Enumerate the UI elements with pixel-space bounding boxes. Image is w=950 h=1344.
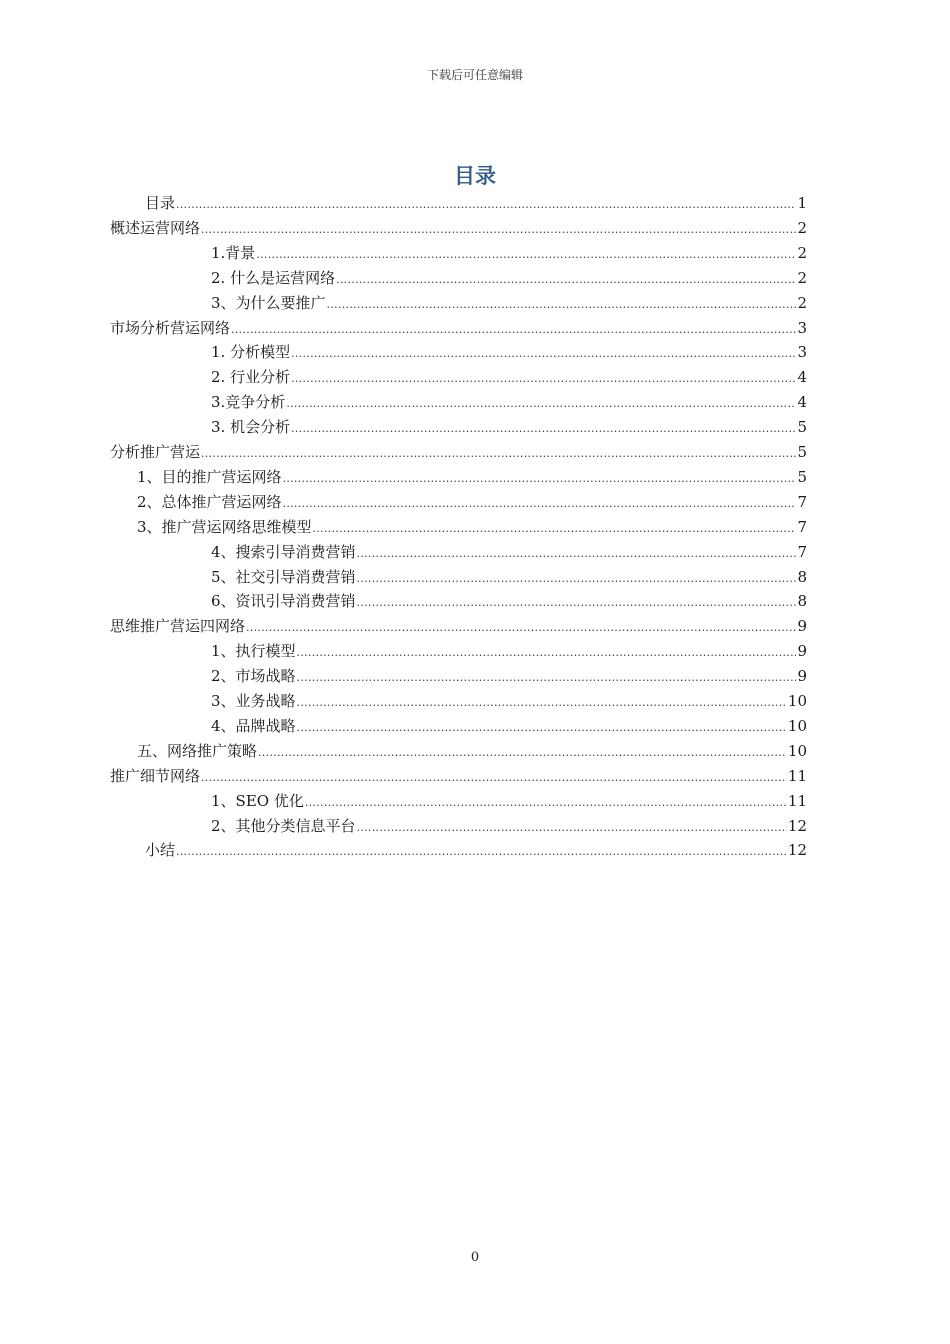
toc-entry[interactable]	[145, 191, 807, 216]
toc-entry-label: 4、品牌战略	[211, 716, 296, 735]
toc-dot-leader	[291, 416, 796, 441]
toc-entry-page: 1	[797, 194, 807, 212]
toc-entry[interactable]	[211, 241, 807, 266]
toc-dot-leader	[258, 740, 787, 765]
toc-dot-leader	[297, 715, 787, 740]
toc-entry-page: 2	[797, 243, 807, 262]
toc-entry[interactable]	[211, 565, 807, 590]
toc-dot-leader	[357, 541, 797, 566]
toc-entry-label: 3、为什么要推广	[211, 293, 326, 312]
toc-entry-page: 12	[787, 841, 807, 860]
toc-entry-page: 10	[787, 692, 807, 710]
toc-entry-page: 11	[787, 766, 807, 785]
toc-dot-leader	[176, 839, 787, 864]
toc-entry-label: 分析推广营运	[110, 443, 201, 461]
toc-entry[interactable]	[211, 390, 807, 415]
toc-entry-page: 8	[797, 592, 807, 611]
toc-entry-label: 4、搜索引导消费营销	[211, 542, 356, 561]
toc-entry[interactable]	[211, 689, 807, 714]
toc-entry[interactable]	[137, 739, 807, 764]
toc-dot-leader	[283, 491, 797, 516]
toc-dot-leader	[201, 441, 796, 466]
toc-dot-leader	[201, 217, 796, 242]
toc-dot-leader	[336, 267, 796, 292]
toc-entry-page: 9	[797, 642, 807, 661]
toc-entry[interactable]	[110, 440, 807, 465]
toc-dot-leader	[327, 292, 797, 317]
toc-entry-page: 2	[797, 268, 807, 287]
toc-entry-label: 2、其他分类信息平台	[211, 816, 356, 835]
toc-entry-label: 1.背景	[211, 243, 256, 262]
toc-entry-page: 9	[797, 667, 807, 686]
toc-dot-leader	[283, 466, 797, 491]
toc-entry-label: 5、社交引导消费营销	[211, 567, 356, 586]
toc-entry-page: 5	[797, 418, 807, 437]
toc-entry-label: 3、推广营运网络思维模型	[137, 517, 312, 536]
toc-entry-label: 1、目的推广营运网络	[137, 467, 282, 486]
toc-dot-leader	[291, 341, 796, 366]
toc-entry-page: 12	[787, 816, 807, 835]
toc-entry-label: 五、网络推广策略	[137, 741, 258, 760]
toc-entry-page: 7	[797, 492, 807, 511]
toc-entry-page: 5	[797, 467, 807, 486]
page-header: 下载后可任意编辑	[426, 68, 523, 82]
toc-dot-leader	[357, 815, 787, 840]
toc-entry-page: 3	[797, 343, 807, 362]
toc-dot-leader	[176, 192, 796, 217]
toc-entry-label: 目录	[145, 194, 176, 212]
toc-entry[interactable]	[145, 838, 807, 863]
toc-dot-leader	[291, 366, 796, 391]
toc-entry-page: 4	[797, 368, 807, 387]
toc-entry[interactable]	[137, 490, 807, 515]
toc-entry-label: 1. 分析模型	[211, 343, 291, 362]
toc-entry-label: 概述运营网络	[110, 218, 201, 237]
toc-entry-page: 10	[787, 741, 807, 760]
toc-dot-leader	[305, 790, 787, 815]
toc-entry-label: 2. 行业分析	[211, 368, 291, 387]
toc-entry-page: 10	[787, 716, 807, 735]
toc-entry-label: 2. 什么是运营网络	[211, 268, 336, 287]
toc-entry-label: 小结	[145, 841, 176, 860]
toc-entry[interactable]	[211, 266, 807, 291]
toc-entry[interactable]	[137, 515, 807, 540]
toc-entry[interactable]	[211, 664, 807, 689]
toc-entry-page: 5	[797, 443, 807, 461]
toc-entry[interactable]	[137, 465, 807, 490]
toc-entry[interactable]	[211, 789, 807, 814]
toc-dot-leader	[246, 615, 796, 640]
toc-dot-leader	[256, 242, 796, 267]
toc-entry-label: 2、市场战略	[211, 667, 296, 686]
toc-dot-leader	[297, 640, 797, 665]
toc-entry[interactable]	[211, 365, 807, 390]
toc-entry[interactable]	[110, 614, 807, 639]
toc-entry[interactable]	[211, 814, 807, 839]
toc-entry-label: 市场分析营运网络	[110, 318, 231, 337]
toc-entry[interactable]	[211, 540, 807, 565]
toc-entry-label: 思维推广营运四网络	[110, 617, 246, 636]
toc-entry-page: 4	[797, 393, 807, 412]
toc-entry-label: 3、业务战略	[211, 692, 296, 710]
toc-entry-page: 3	[797, 318, 807, 337]
toc-entry[interactable]	[211, 589, 807, 614]
toc-entry[interactable]	[110, 316, 807, 341]
toc-entry-page: 9	[797, 617, 807, 636]
toc-entry-page: 2	[797, 293, 807, 312]
toc-entry-label: 1、SEO 优化	[211, 791, 304, 810]
toc-dot-leader	[201, 765, 787, 790]
toc-entry[interactable]	[211, 639, 807, 664]
toc-entry[interactable]	[211, 291, 807, 316]
toc-entry-label: 3. 机会分析	[211, 418, 291, 437]
toc-dot-leader	[357, 566, 797, 591]
toc-entry-label: 3.竞争分析	[211, 393, 286, 412]
toc-dot-leader	[297, 690, 787, 715]
toc-title: 目录	[454, 164, 496, 188]
toc-entry-page: 2	[797, 218, 807, 237]
toc-entry[interactable]	[211, 415, 807, 440]
toc-entry-label: 推广细节网络	[110, 766, 201, 785]
toc-entry[interactable]	[211, 340, 807, 365]
toc-entry[interactable]	[110, 216, 807, 241]
toc-entry-page: 7	[797, 542, 807, 561]
toc-entry-page: 11	[787, 791, 807, 810]
toc-dot-leader	[286, 391, 796, 416]
page-number: 0	[470, 1250, 480, 1265]
toc-entry-page: 7	[797, 517, 807, 536]
toc-entry-label: 6、资讯引导消费营销	[211, 592, 356, 611]
toc-entry-page: 8	[797, 567, 807, 586]
toc-dot-leader	[357, 590, 797, 615]
toc-dot-leader	[313, 516, 797, 541]
toc-dot-leader	[231, 317, 796, 342]
toc-entry[interactable]	[110, 764, 807, 789]
toc-entry-label: 1、执行模型	[211, 642, 296, 661]
toc-entry-label: 2、总体推广营运网络	[137, 492, 282, 511]
toc-entry[interactable]	[211, 714, 807, 739]
toc-dot-leader	[297, 665, 797, 690]
